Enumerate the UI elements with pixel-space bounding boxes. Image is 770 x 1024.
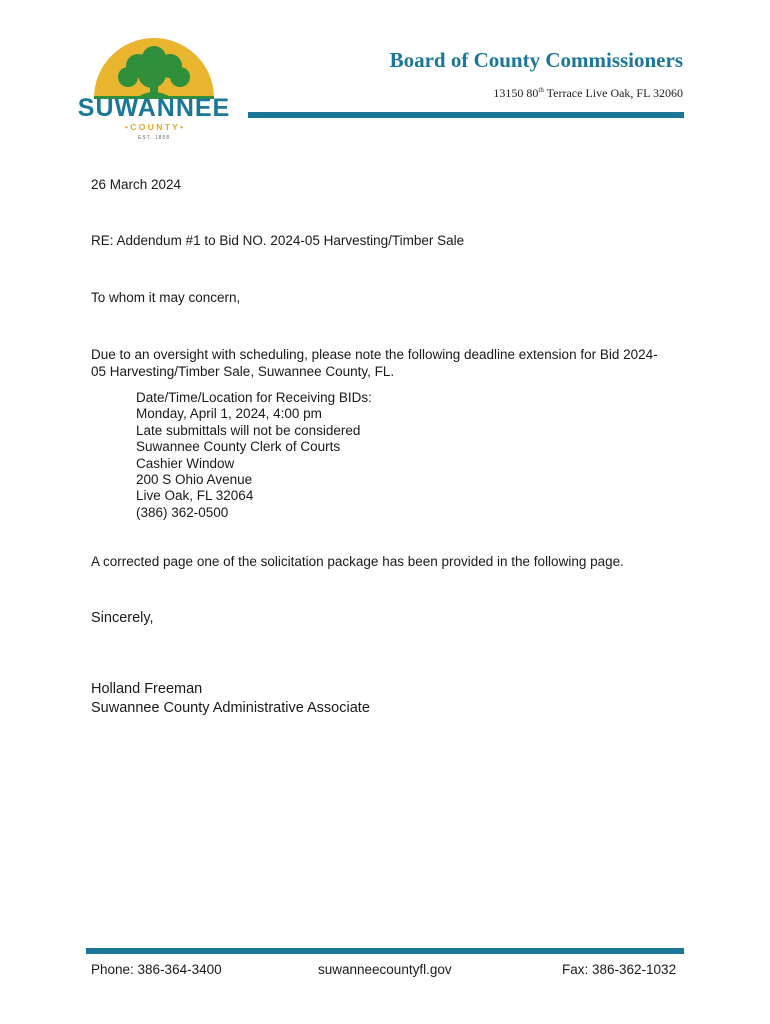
body-line: 05 Harvesting/Timber Sale, Suwannee County, FL.: [91, 364, 395, 379]
detail-line: Suwannee County Clerk of Courts: [136, 439, 341, 455]
detail-line: Date/Time/Location for Receiving BIDs:: [136, 390, 372, 405]
detail-line: Monday, April 1, 2024, 4:00 pm: [136, 406, 322, 422]
footer-website[interactable]: suwanneecountyfl.gov: [318, 962, 452, 977]
header-divider: [248, 112, 684, 118]
letter-date: 26 March 2024: [91, 177, 182, 192]
body-line: Due to an oversight with scheduling, please note the following deadline extension for Bid 2024-: [91, 347, 658, 362]
logo-wordmark: SUWANNEE: [77, 94, 231, 122]
footer-phone: Phone: 386-364-3400: [91, 962, 222, 977]
corrected-page-note: A corrected page one of the solicitation package has been provided in the following page.: [91, 554, 624, 569]
detail-line: 200 S Ohio Avenue: [136, 472, 253, 488]
salutation: To whom it may concern,: [91, 290, 241, 305]
logo-graphic: [66, 36, 248, 142]
letterhead-title: Board of County Commissioners: [389, 48, 683, 72]
closing: Sincerely,: [91, 610, 154, 626]
logo-established: EST. 1858: [137, 135, 171, 141]
suwannee-county-logo: [66, 36, 248, 142]
detail-line: Live Oak, FL 32064: [136, 488, 254, 504]
footer-fax: Fax: 386-362-1032: [562, 962, 677, 977]
letterhead-address: 13150 80th Terrace Live Oak, FL 32060: [493, 86, 683, 100]
signature-block: [91, 680, 591, 718]
body-paragraph: [91, 346, 691, 380]
footer-divider: [86, 948, 684, 954]
detail-line: (386) 362-0500: [136, 504, 229, 520]
bid-details: [136, 390, 636, 521]
detail-line: Cashier Window: [136, 455, 235, 471]
re-line: RE: Addendum #1 to Bid NO. 2024-05 Harvesting/Timber Sale: [91, 233, 465, 248]
signer-title: Suwannee County Administrative Associate: [91, 700, 370, 716]
logo-subtitle: • C O U N T Y •: [124, 122, 184, 132]
signer-name: Holland Freeman: [91, 681, 203, 697]
detail-line: Late submittals will not be considered: [136, 422, 361, 438]
